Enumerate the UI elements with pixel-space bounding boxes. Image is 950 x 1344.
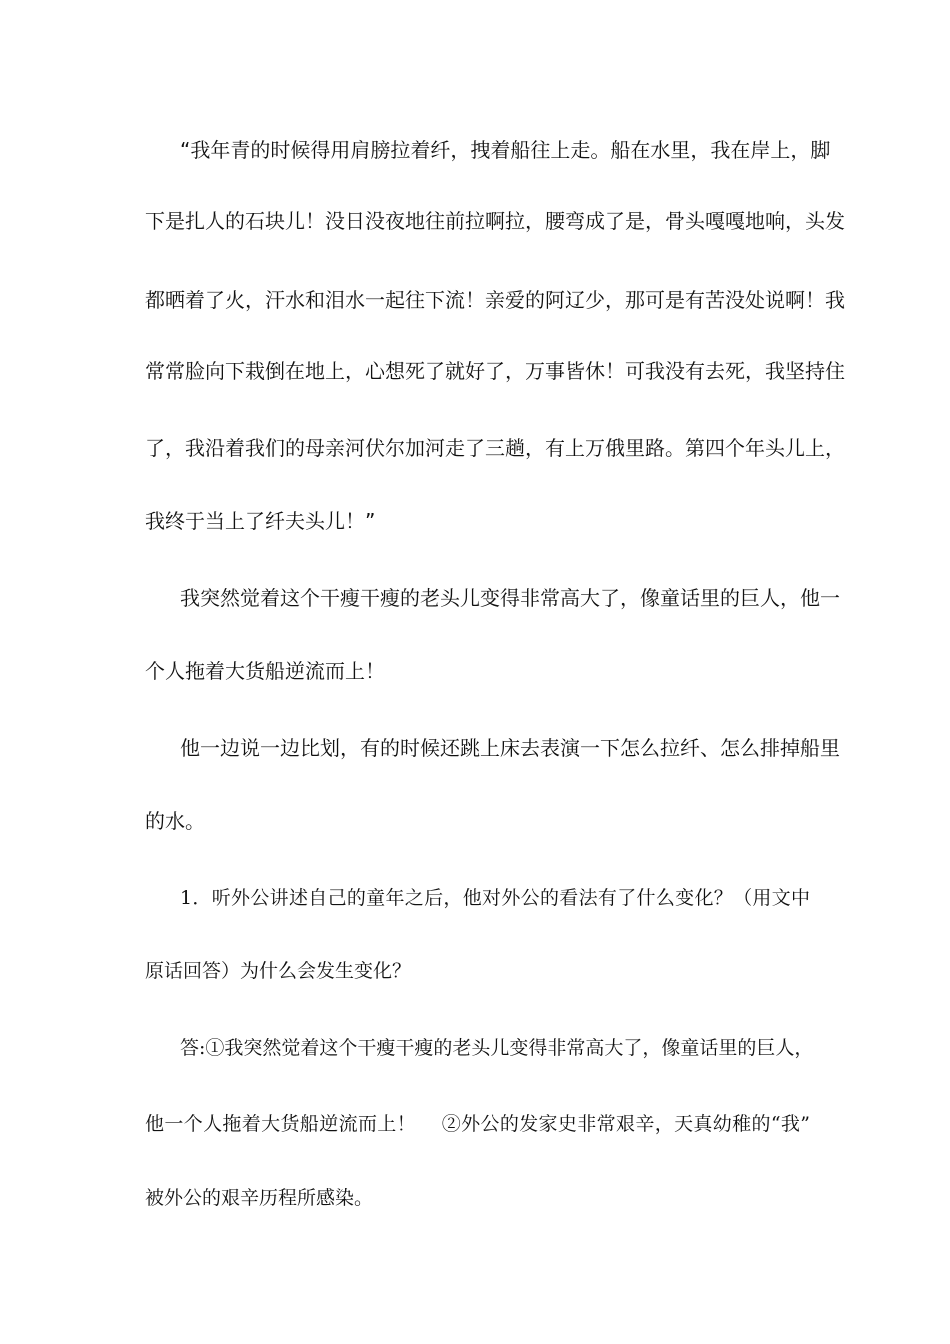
passage-line-1: “我年青的时候得用肩膀拉着纤，拽着船往上走。船在水里，我在岸上，脚 (180, 138, 831, 162)
question-line-1: 1．听外公讲述自己的童年之后，他对外公的看法有了什么变化？（用文中 (180, 887, 810, 909)
answer-line-3: 被外公的艰辛历程所感染。 (145, 1187, 374, 1209)
question-line-2: 原话回答）为什么会发生变化？ (145, 960, 412, 982)
passage-line-3: 都晒着了火，汗水和泪水一起往下流！亲爱的阿辽少，那可是有苦没处说啊！我 (145, 288, 845, 312)
passage-line-5: 了，我沿着我们的母亲河伏尔加河走了三趟，有上万俄里路。第四个年头儿上， (145, 436, 845, 460)
passage-line-2: 下是扎人的石块儿！没日没夜地往前拉啊拉，腰弯成了是，骨头嘎嘎地响，头发 (145, 209, 845, 233)
answer-line-2: 他一个人拖着大货船逆流而上！ ②外公的发家史非常艰辛，天真幼稚的“我” (145, 1113, 810, 1135)
passage-line-8: 个人拖着大货船逆流而上！ (145, 659, 385, 683)
passage-line-9: 他一边说一边比划，有的时候还跳上床去表演一下怎么拉纤、怎么排掉船里 (180, 736, 840, 760)
passage-line-4: 常常脸向下栽倒在地上，心想死了就好了，万事皆休！可我没有去死，我坚持住 (145, 359, 845, 383)
passage-line-6: 我终于当上了纤夫头儿！” (145, 509, 376, 533)
passage-line-7: 我突然觉着这个干瘦干瘦的老头儿变得非常高大了，像童话里的巨人，他一 (180, 586, 840, 610)
passage-line-10: 的水。 (145, 809, 205, 833)
answer-line-1: 答:①我突然觉着这个干瘦干瘦的老头儿变得非常高大了，像童话里的巨人， (180, 1037, 814, 1059)
